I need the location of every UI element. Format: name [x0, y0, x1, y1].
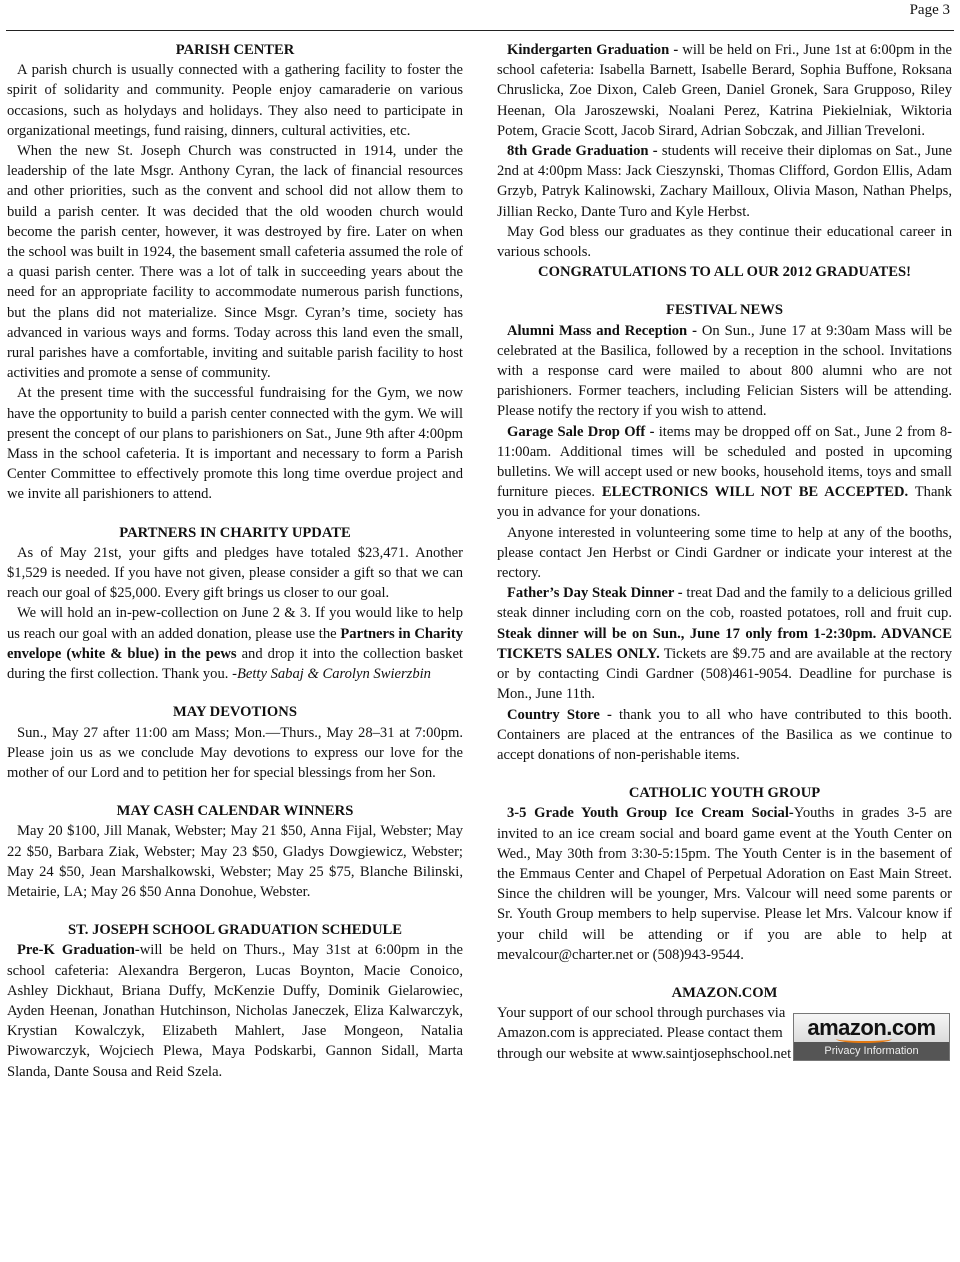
- youth-section: [497, 783, 952, 965]
- steak-text: treat Dad and the family to a delicious grilled steak dinner including corn on the cob, roasted potatoes, roll and fruit cup.: [497, 585, 953, 622]
- graduation-continued: [497, 40, 952, 282]
- graduation-section: [7, 920, 463, 1082]
- partners-heading: PARTNERS IN CHARITY UPDATE: [119, 524, 351, 541]
- youth-heading: CATHOLIC YOUTH GROUP: [628, 785, 821, 802]
- steak-paragraph: [497, 583, 952, 704]
- partners-section: [7, 523, 463, 685]
- partners-signature: -Betty Sabaj & Carolyn Swierzbin: [232, 666, 431, 683]
- amazon-section: [497, 983, 952, 1064]
- eighth-grade-bold: 8th Grade Graduation -: [507, 143, 658, 160]
- left-column: [7, 40, 463, 1082]
- partners-envelope-bold: Partners in Charity envelope (white & blue) in the pews: [7, 625, 463, 662]
- kindergarten-bold: Kindergarten Graduation -: [507, 42, 679, 58]
- prek-bold: Pre-K Graduation-: [17, 942, 140, 959]
- may-devotions-p1: Sun., May 27 after 11:00 am Mass; Mon.—Thurs., May 28–31 at 7:00pm. Please join us as we conclude May devotions to express our love for the mother of our Lord and to petition her for special blessings from her Son.: [7, 724, 463, 781]
- congrats-bold: CONGRATULATIONS TO ALL OUR 2012 GRADUATES!: [538, 264, 911, 281]
- right-column: [497, 40, 952, 1064]
- steak-bold-2: Steak dinner will be on Sun., June 17 only from 1-2:30pm. ADVANCE TICKETS SALES ONLY.: [497, 625, 952, 662]
- volunteer-paragraph: Anyone interested in volunteering some time to help at any of the booths, please contact Jen Herbst or Cindi Gardner or indicate your interest at the rectory.: [497, 524, 952, 582]
- steak-text-2: Tickets are $9.75 and are available at the rectory or by contacting Cindi Gardner (508)461-9054. Deadline for purchase is Mon., June 11th.: [497, 645, 952, 703]
- eighth-grade-paragraph: [497, 141, 952, 222]
- partners-p2-b: and drop it into the collection basket during the first collection. Thank you.: [7, 645, 463, 683]
- amazon-paragraph: Your support of our school through purchases via Amazon.com is appreciated. Please contact them through our website at www.saintjosephschool.net: [497, 1005, 792, 1062]
- prek-text: will be held on Thurs., May 31st at 6:00pm in the school cafeteria: Alexandra Bergeron, Lucas Boynton, Macie Conoico, Ashley Dickhaut, Briana Duffy, McKenzie Duffy, Dominik Gielarowiec, Ayden Heenan, Jonathan Hutchinson, Nicholas Janeczek, Eliza Kalwarczyk, Krystian Kowalczyk, Elizabeth Mahlert, Jase Mongeon, Natalia Piwowarczyk, Wojciech Plewa, Maya Podskarbi, Gannon Sidall, Marta Slanda, Dante Sousa and Reid Szela.: [7, 942, 463, 1080]
- country-store-bold: Country Store -: [507, 706, 612, 723]
- parish-center-heading: PARISH CENTER: [175, 42, 295, 58]
- parish-center-p3: At the present time with the successful fundraising for the Gym, we now have the opportunity to build a parish center connected with the gym. We will present the concept of our plans to parishioners on Sat., June 9th after 4:00pm Mass in the school cafeteria. It is important and necessary to form a Parish Center Committee to effectively promote this long time overdue project and we invite all parishioners to attend.: [7, 385, 463, 503]
- garage-text: items may be dropped off on Sat., June 2 from 8-11:00am. Additional times will be scheduled and posted in upcoming bulletins. We will accept used or new books, household items, toys and small furniture pieces.: [497, 423, 952, 501]
- graduation-heading: ST. JOSEPH SCHOOL GRADUATION SCHEDULE: [68, 922, 402, 939]
- parish-center-p2: When the new St. Joseph Church was constructed in 1914, under the leadership of the late Msgr. Anthony Cyran, the lack of financial resources and other priorities, such as the convent and school did not allow them to build a parish center. It was decided that the old wooden church would become the parish center, however, it was destroyed by fire. Later on when the school was built in 1924, the basement small cafeteria assumed the role of a quasi parish center. There was a lot of talk in succeeding years about the need for an appropriate facility to accommodate numerous parish functions, but the plans did not materialize. Since Msgr. Cyran’s time, society has advanced in various ways and forms. Today across this land even the small, rural parishes have a comfortable, inviting and suitable parish facility to host activities and promote a sense of community.: [7, 143, 463, 382]
- kindergarten-text: will be held on Fri., June 1st at 6:00pm in the school cafeteria: Isabella Barnett, Isabelle Berard, Sophia Buffone, Roksana Chruslicka, Zoe Dixon, Caleb Green, Daniel Gronek, Sara Grupposo, Riley Heenan, Ola Jaroszewski, Noalani Perez, Katrina Piekielniak, Wiktoria Potem, Gracie Scott, Jacob Sirard, Adrian Sobczak, and Jillian Treveloni.: [497, 42, 952, 139]
- garage-text-2: Thank you in advance for your donations.: [497, 484, 953, 521]
- may-devotions-section: [7, 702, 463, 783]
- youth-social-bold: 3-5 Grade Youth Group Ice Cream Social-: [507, 805, 794, 822]
- steak-bold: Father’s Day Steak Dinner -: [507, 585, 683, 602]
- amazon-logo[interactable]: [793, 1013, 950, 1061]
- congrats-line: [497, 262, 952, 282]
- festival-section: [497, 300, 952, 765]
- country-store-paragraph: [497, 705, 952, 766]
- amazon-logo-sub: Privacy Information: [794, 1042, 949, 1060]
- youth-paragraph: [497, 803, 952, 965]
- bless-paragraph: May God bless our graduates as they continue their educational career in various schools.: [497, 223, 952, 261]
- may-devotions-heading: MAY DEVOTIONS: [173, 704, 297, 721]
- header-rule: [6, 30, 954, 31]
- amazon-smile-icon: [836, 1035, 892, 1043]
- amazon-logo-word: amazon.com: [794, 1014, 949, 1042]
- country-store-text: thank you to all who have contributed to this booth. Containers are placed at the entrances of the Basilica as we continue to accept donations of non-perishable items.: [497, 706, 952, 763]
- garage-paragraph: [497, 422, 952, 523]
- cash-calendar-section: [7, 801, 463, 902]
- amazon-text-block: [497, 1003, 792, 1064]
- cash-calendar-p1: May 20 $100, Jill Manak, Webster; May 21 $50, Anna Fijal, Webster; May 22 $50, Barbara Ziak, Webster; May 23 $50, Gladys Dowgiewicz, Webster; May 24 $50, Jean Marshalkowski, Webster; May 25 $75, Blanche Bilinski, Metairie, LA; May 26 $50 Anna Donohue, Webster.: [7, 823, 463, 900]
- cash-calendar-heading: MAY CASH CALENDAR WINNERS: [116, 803, 354, 820]
- alumni-paragraph: [497, 321, 952, 422]
- alumni-text: On Sun., June 17 at 9:30am Mass will be celebrated at the Basilica, followed by a reception in the school. Invitations with a response card were mailed to about 800 alumni who are not parishioners. Former teachers, including Felician Sisters will be attending. Please notify the rectory if you wish to attend.: [497, 322, 952, 420]
- page-number: Page 3: [909, 2, 950, 18]
- amazon-heading: AMAZON.COM: [671, 984, 778, 1001]
- prek-paragraph: [7, 940, 463, 1081]
- parish-center-p1: A parish church is usually connected with a gathering facility to foster the spirit of solidarity and community. People enjoy camaraderie on various occasions, such as holydays and holidays. They also need to participate in organizational meetings, fund raising, dinners, cultural activities, etc.: [7, 62, 463, 139]
- kindergarten-paragraph: [497, 40, 952, 141]
- partners-p2-a: We will hold an in-pew-collection on June 2 & 3. If you would like to help us reach our goal with an added donation, please use the: [7, 605, 463, 642]
- partners-p2: [7, 603, 463, 684]
- parish-center-section: [7, 40, 463, 505]
- eighth-grade-text: students will receive their diplomas on Sat., June 2nd at 4:00pm Mass: Jack Cieszynski, Thomas Clifford, Gordon Ellis, Adam Grzyb, Patryk Kalinowski, Zachary Mailloux, Olivia Mason, Nathan Phelps, Jillian Recko, Dante Turo and Kyle Herbst.: [497, 143, 953, 220]
- garage-bold-2: ELECTRONICS WILL NOT BE ACCEPTED.: [601, 484, 909, 501]
- partners-p1: As of May 21st, your gifts and pledges have totaled $23,471. Another $1,529 is needed. If you have not given, please consider a gift so that we can reach our goal of $25,000. Every gift brings us closer to our goal.: [7, 544, 463, 602]
- garage-bold: Garage Sale Drop Off -: [507, 423, 655, 440]
- festival-heading: FESTIVAL NEWS: [666, 302, 783, 319]
- alumni-bold: Alumni Mass and Reception -: [507, 322, 697, 339]
- youth-social-text: Youths in grades 3-5 are invited to an ice cream social and board game event at the Youth Center on Wed., May 30th from 3:30-5:15pm. The Youth Center is in the basement of the Emmaus Center and Chapel of Perpetual Adoration on East Main Street. Since the children will be younger, Mrs. Valcour will need some parents or Sr. Youth Group members to help supervise. Please let Mrs. Valcour know if your child will be attending or if you are able to help at mevalcour@charter.net or (508)943-9544.: [497, 805, 952, 963]
